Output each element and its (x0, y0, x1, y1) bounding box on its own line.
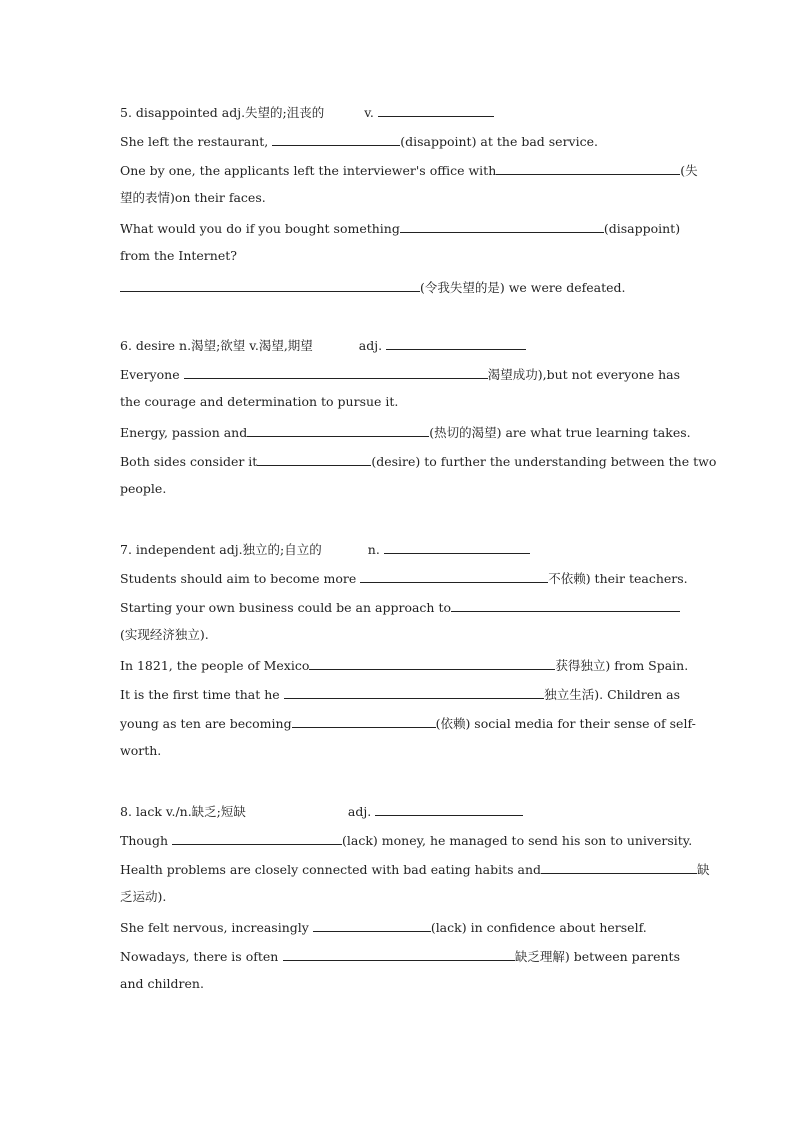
s6-l3-text: Energy, passion and (120, 425, 248, 440)
s6-l3-blank[interactable] (247, 423, 429, 437)
s7-l6-text: young as ten are becoming (120, 716, 292, 731)
s6-line-2: the courage and determination to pursue it. (120, 394, 399, 409)
s5-l1-blank[interactable] (272, 132, 400, 146)
s6-l4-hint: (desire) to further the understanding between the two (371, 454, 717, 469)
s8-l4-text: She felt nervous, increasingly (120, 920, 309, 935)
s6-title: 6. desire n.渴望;欲望 v.渴望,期望 (120, 338, 313, 353)
s8-l2-text: Health problems are closely connected with bad eating habits and (120, 862, 542, 877)
s8-answer-blank[interactable] (375, 802, 523, 816)
s8-l4-blank[interactable] (313, 918, 431, 932)
s5-l6-hint: (令我失望的是) we were defeated. (420, 280, 626, 295)
s7-line-2 (120, 598, 680, 616)
s7-l5-hint: 独立生活). Children as (544, 687, 680, 702)
s8-l1-hint: (lack) money, he managed to send his son to university. (342, 833, 693, 848)
s5-l1-text: She left the restaurant, (120, 134, 269, 149)
s8-line-2 (120, 860, 710, 878)
s5-l2-hint: (失 (680, 163, 698, 178)
s6-answer-blank[interactable] (386, 336, 526, 350)
s8-line-4 (120, 918, 680, 936)
s7-line-4 (120, 656, 689, 674)
s6-l1-text: Everyone (120, 367, 180, 382)
s5-line-5: from the Internet? (120, 248, 237, 263)
s7-line-6 (120, 714, 696, 732)
s6-l1-blank[interactable] (184, 365, 488, 379)
s8-l5-text: Nowadays, there is often (120, 949, 279, 964)
s6-l4-text: Both sides consider it (120, 454, 258, 469)
s8-heading (120, 802, 680, 820)
s5-line-3: 望的表情)on their faces. (120, 190, 266, 205)
s8-l5-hint: 缺乏理解) between parents (514, 949, 680, 964)
s6-line-3 (120, 423, 691, 441)
s6-l3-hint: (热切的渴望) are what true learning takes. (429, 425, 691, 440)
s8-line-6: and children. (120, 976, 204, 991)
s7-line-7: worth. (120, 743, 162, 758)
s5-l1-hint: (disappoint) at the bad service. (400, 134, 598, 149)
s7-pos: n. (367, 542, 380, 557)
s8-pos: adj. (347, 804, 372, 819)
s7-heading (120, 540, 680, 558)
s8-title: 8. lack v./n.缺乏;短缺 (120, 804, 246, 819)
s7-l6-blank[interactable] (292, 714, 436, 728)
s7-l4-blank[interactable] (309, 656, 555, 670)
s7-l1-blank[interactable] (360, 569, 548, 583)
s5-line-6 (120, 278, 680, 296)
s8-l4-hint: (lack) in confidence about herself. (430, 920, 647, 935)
s7-l6-hint: (依赖) social media for their sense of self- (435, 716, 696, 731)
s8-l2-hint: 缺 (697, 862, 710, 877)
s6-heading (120, 336, 680, 354)
s7-l5-blank[interactable] (284, 685, 544, 699)
s5-answer-blank[interactable] (378, 103, 494, 117)
s8-line-5 (120, 947, 680, 965)
s8-l1-blank[interactable] (172, 831, 342, 845)
s5-l4-hint: (disappoint) (603, 221, 681, 236)
s7-l2-text: Starting your own business could be an approach to (120, 600, 451, 615)
s7-line-3: (实现经济独立). (120, 627, 209, 642)
s8-line-1 (120, 831, 693, 849)
s7-l1-hint: 不依赖) their teachers. (548, 571, 688, 586)
s5-line-4 (120, 219, 680, 237)
s5-heading (120, 103, 680, 121)
s7-title: 7. independent adj.独立的;自立的 (120, 542, 322, 557)
s8-l1-text: Though (120, 833, 169, 848)
s5-l4-blank[interactable] (400, 219, 604, 233)
s6-pos: adj. (358, 338, 383, 353)
s5-l2-blank[interactable] (496, 161, 680, 175)
s6-line-4 (120, 452, 717, 470)
s7-l2-blank[interactable] (451, 598, 680, 612)
s5-l2-text: One by one, the applicants left the interviewer's office with (120, 163, 497, 178)
s5-pos: v. (364, 105, 374, 120)
s8-l2-blank[interactable] (541, 860, 697, 874)
s6-line-5: people. (120, 481, 167, 496)
s5-line-2 (120, 161, 698, 179)
s6-l1-hint: 渴望成功),but not everyone has (487, 367, 680, 382)
s5-l6-blank[interactable] (120, 278, 420, 292)
s7-l4-text: In 1821, the people of Mexico (120, 658, 310, 673)
s7-l1-text: Students should aim to become more (120, 571, 357, 586)
s7-l5-text: It is the first time that he (120, 687, 280, 702)
s8-l5-blank[interactable] (283, 947, 515, 961)
s5-title: 5. disappointed adj.失望的;沮丧的 (120, 105, 325, 120)
s7-line-1 (120, 569, 688, 587)
s5-line-1 (120, 132, 680, 150)
s7-l4-hint: 获得独立) from Spain. (555, 658, 689, 673)
s7-answer-blank[interactable] (384, 540, 530, 554)
s6-line-1 (120, 365, 680, 383)
s5-l4-text: What would you do if you bought something (120, 221, 400, 236)
s8-line-3: 乏运动). (120, 889, 167, 904)
s6-l4-blank[interactable] (257, 452, 371, 466)
s7-line-5 (120, 685, 680, 703)
